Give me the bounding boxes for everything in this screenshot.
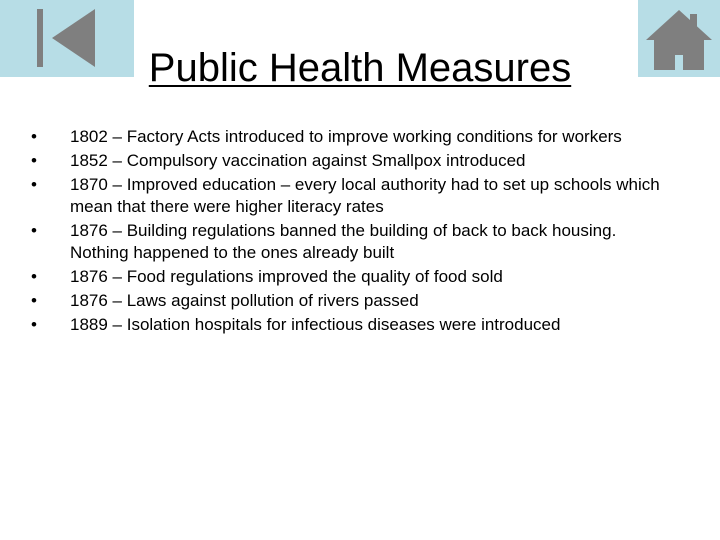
bullet-dot: • bbox=[31, 175, 37, 194]
list-item bbox=[28, 314, 678, 336]
slide-title-text: Public Health Measures bbox=[148, 46, 572, 90]
list-item bbox=[28, 174, 678, 218]
list-item-text: 1870 – Improved education – every local authority had to set up schools which mean that there were higher literacy rates bbox=[70, 175, 660, 216]
bullet-dot: • bbox=[31, 267, 37, 286]
slide-title bbox=[0, 42, 720, 94]
bullet-dot: • bbox=[31, 221, 37, 240]
list-item-text: 1852 – Compulsory vaccination against Smallpox introduced bbox=[70, 151, 526, 170]
list-item-text: 1889 – Isolation hospitals for infectious diseases were introduced bbox=[70, 315, 561, 334]
list-item bbox=[28, 290, 678, 312]
list-item-text: 1802 – Factory Acts introduced to improve working conditions for workers bbox=[70, 127, 622, 146]
bullet-list bbox=[28, 126, 678, 338]
list-item bbox=[28, 220, 678, 264]
bullet-dot: • bbox=[31, 315, 37, 334]
list-item-text: 1876 – Laws against pollution of rivers passed bbox=[70, 291, 419, 310]
list-item bbox=[28, 126, 678, 148]
bullet-dot: • bbox=[31, 151, 37, 170]
list-item bbox=[28, 150, 678, 172]
list-item-text: 1876 – Food regulations improved the quality of food sold bbox=[70, 267, 503, 286]
bullet-dot: • bbox=[31, 291, 37, 310]
bullet-dot: • bbox=[31, 127, 37, 146]
list-item-text: 1876 – Building regulations banned the building of back to back housing. Nothing happened to the ones already built bbox=[70, 221, 617, 262]
list-item bbox=[28, 266, 678, 288]
